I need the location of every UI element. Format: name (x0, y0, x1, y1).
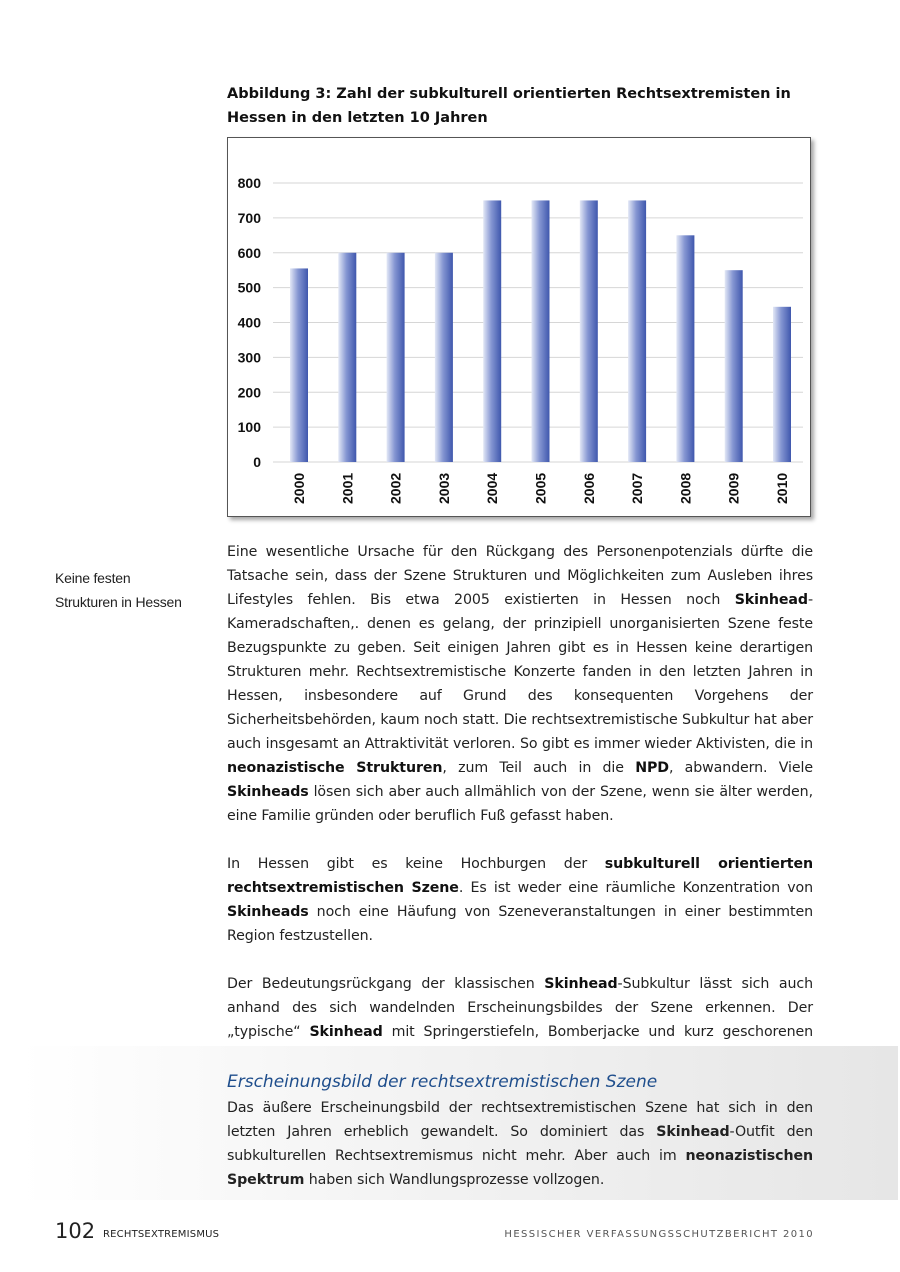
text-run: noch eine Häufung von Szeneveranstaltungen in einer bestimmten Region festzustellen. (227, 904, 813, 944)
chart-svg (228, 138, 810, 516)
bold-term: subkulturell orientierten rechtsextremistischen Szene (227, 856, 813, 896)
text-run: , abwandern. Viele (668, 760, 813, 776)
figure-caption: Abbildung 3: Zahl der subkulturell orientierten Rechtsextremisten in Hessen in den letzten 10 Jahren (227, 86, 791, 126)
margin-note-line-1: Keine festen (55, 570, 131, 586)
y-tick-label: 200 (237, 384, 261, 401)
page-number: 102 (55, 1219, 96, 1243)
paragraph-1 (227, 540, 813, 828)
x-tick-label-2010: 2010 (774, 472, 790, 504)
bar-2005 (532, 200, 550, 462)
bar-2000 (290, 268, 308, 462)
text-run: -Kameradschaften,. denen es gelang, der prinzipiell unorganisierten Szene feste Bezugspunkte zu geben. Seit einigen Jahren gibt es in Hessen keine derartigen Strukturen mehr. Rechtsextremistische Konzerte fanden in den letzten Jahren in Hessen, insbesondere auf Grund des konsequenten Vorgehens der Sicherheitsbehörden, kaum noch statt. Die rechtsextremistische Subkultur hat aber auch insgesamt an Attraktivität verloren. So gibt es immer wieder Aktivisten, die in (227, 592, 813, 752)
y-tick-label: 400 (237, 314, 261, 331)
x-tick-label-2003: 2003 (435, 472, 452, 504)
bold-term: Skinheads (227, 784, 309, 800)
y-tick-label: 500 (237, 279, 261, 296)
bold-term: NPD (635, 760, 669, 776)
text-run: -Outfit den subkulturellen Rechtsextremismus nicht mehr. Aber auch im (227, 1124, 813, 1164)
y-tick-label: 700 (237, 209, 261, 226)
bold-term: neonazistische Strukturen (227, 760, 443, 776)
text-run: haben sich Wandlungsprozesse vollzogen. (304, 1172, 605, 1188)
bold-term: Skinhead (656, 1124, 730, 1140)
text-run: -Subkultur lässt sich auch anhand des sich wandelnden Erscheinungsbildes der Szene erkennen. Der „typische“ (227, 976, 813, 1040)
info-box-title: Erscheinungsbild der rechtsextremistischen Szene (227, 1072, 658, 1092)
bold-term: neonazistischen Spektrum (227, 1148, 813, 1188)
x-axis (291, 473, 790, 504)
margin-note-line-2: Strukturen in Hessen (55, 594, 182, 610)
y-tick-label: 800 (237, 175, 261, 191)
x-tick-label-2001: 2001 (339, 472, 356, 504)
text-run: , zum Teil auch in die (442, 760, 636, 776)
x-tick-label-2009: 2009 (725, 472, 742, 504)
bar-2008 (676, 235, 694, 462)
bars (290, 200, 791, 462)
text-run: . Es ist weder eine räumliche Konzentration von (458, 880, 813, 896)
body-text (227, 540, 813, 1092)
bar-2003 (435, 253, 453, 462)
text-run: Eine wesentliche Ursache für den Rückgang des Personenpotenzials dürfte die Tatsache sein, dass der Szene Strukturen und Möglichkeiten zum Ausleben ihres Lifestyles fehlen. Bis etwa 2005 existierten in Hessen noch (227, 544, 813, 608)
footer-report-title: HESSISCHER VERFASSUNGSSCHUTZBERICHT 2010 (504, 1229, 814, 1240)
y-tick-label: 0 (253, 454, 261, 470)
y-tick-label: 300 (237, 349, 261, 366)
x-tick-label-2007: 2007 (629, 472, 646, 504)
x-tick-label-2005: 2005 (532, 472, 549, 504)
text-run: Das äußere Erscheinungsbild der rechtsextremistischen Szene hat sich in den letzten Jahren erheblich gewandelt. So dominiert das (227, 1100, 813, 1140)
bold-term: Skinhead (309, 1024, 383, 1040)
x-tick-label-2004: 2004 (484, 472, 501, 504)
x-tick-label-2002: 2002 (387, 472, 404, 504)
bar-2009 (725, 270, 743, 462)
bar-chart (227, 137, 811, 517)
text-run: lösen sich aber auch allmählich von der Szene, wenn sie älter werden, eine Familie gründen oder beruflich Fuß gefasst haben. (227, 784, 813, 824)
bar-2004 (483, 200, 501, 462)
text-run: In Hessen gibt es keine Hochburgen der (227, 856, 605, 872)
footer-section-label: RECHTSEXTREMISMUS (103, 1229, 220, 1240)
y-tick-label: 600 (237, 244, 261, 261)
info-box-text (227, 1096, 813, 1192)
y-axis (238, 175, 262, 470)
x-tick-label-2006: 2006 (580, 472, 597, 504)
y-tick-label: 100 (237, 419, 261, 436)
bold-term: Skinheads (227, 904, 309, 920)
bar-2002 (387, 253, 405, 462)
margin-note (55, 566, 215, 614)
bold-term: Skinhead (544, 976, 618, 992)
info-box-paragraph (227, 1096, 813, 1192)
text-run: mit Springerstiefeln, Bomberjacke und kurz geschorenen (391, 1024, 813, 1040)
bar-2006 (580, 200, 598, 462)
text-run: Der Bedeutungsrückgang der klassischen (227, 976, 545, 992)
bar-2001 (338, 253, 356, 462)
x-tick-label-2000: 2000 (291, 472, 307, 504)
bar-2010 (773, 307, 791, 462)
paragraph-2 (227, 852, 813, 948)
bar-2007 (628, 200, 646, 462)
bold-term: Skinhead (734, 592, 808, 608)
x-tick-label-2008: 2008 (677, 472, 694, 504)
